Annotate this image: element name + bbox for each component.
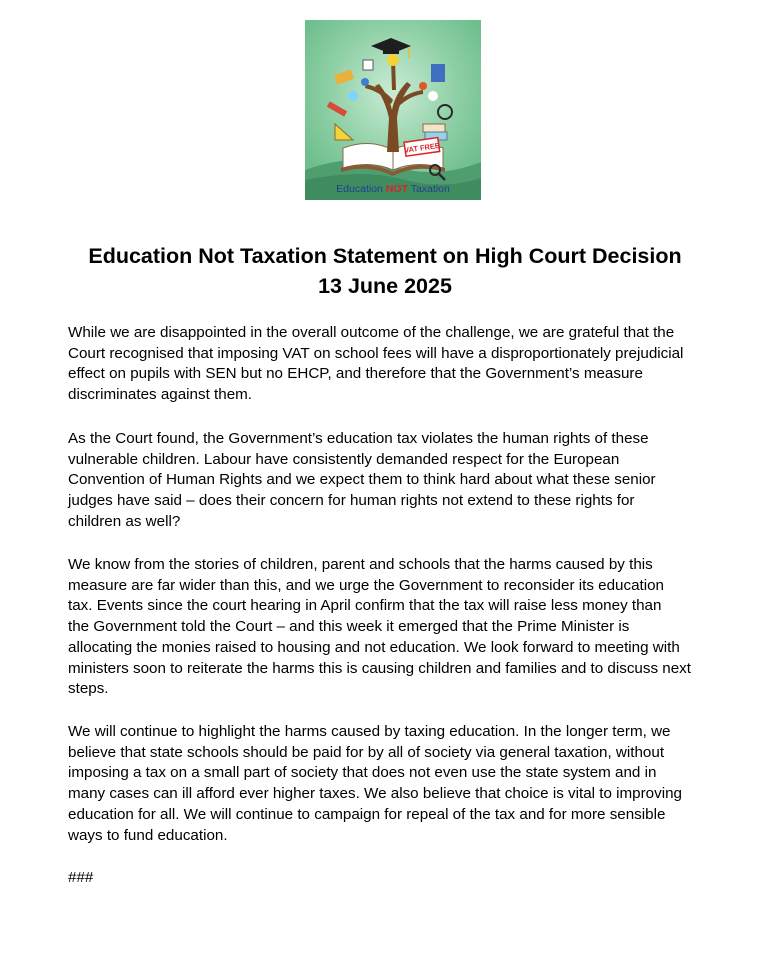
paragraph-line: measure are far wider than this, and we urge the Government to reconsider its education (68, 576, 665, 594)
paragraph-line: steps. (68, 680, 109, 698)
paragraph-line: effect on pupils with SEN but no EHCP, and therefore that the Government’s measure (68, 365, 643, 383)
paragraph-line: the Government told the Court – and this week it emerged that the Prime Minister is (68, 618, 630, 636)
logo-wordmark: Education NOT Taxation (336, 183, 450, 195)
paragraph-line: imposing a tax on a small part of society that does not even use the state system and in (68, 764, 657, 782)
paragraph-line: children as well? (68, 512, 181, 530)
paragraph-line: Court recognised that imposing VAT on school fees will have a disproportionately prejudicial (68, 344, 684, 362)
paragraph-line: believe that state schools should be paid for by all of society via general taxation, without (68, 743, 665, 761)
end-of-statement-mark: ### (68, 869, 94, 886)
paragraph-4 (68, 722, 728, 846)
paragraph-1 (68, 323, 728, 406)
paragraph-line: discriminates against them. (68, 386, 253, 404)
paragraph-line: We know from the stories of children, parent and schools that the harms caused by this (68, 556, 653, 573)
paragraph-line: many cases can ill afford ever higher taxes. We also believe that choice is vital to improving (68, 785, 682, 803)
paragraph-3 (68, 555, 728, 700)
paragraph-line: Convention of Human Rights and we expect them to think hard about what these senior (68, 471, 656, 489)
title-date: 13 June 2025 (318, 274, 452, 298)
education-not-taxation-logo (305, 20, 481, 200)
paragraph-line: While we are disappointed in the overall outcome of the challenge, we are grateful that the (68, 324, 675, 341)
title-line-1: Education Not Taxation Statement on High Court Decision (88, 244, 682, 268)
paragraph-2 (68, 429, 728, 533)
paragraph-line: We will continue to highlight the harms caused by taxing education. In the longer term, we (68, 723, 671, 740)
svg-text:VAT FREE: VAT FREE (403, 140, 441, 155)
paragraph-line: ways to fund education. (68, 826, 228, 844)
paragraph-line: ministers soon to reiterate the harms this is causing children and families and to discuss next (68, 659, 691, 677)
paragraph-line: allocating the monies raised to housing and not education. We look forward to meeting with (68, 638, 680, 656)
paragraph-line: vulnerable children. Labour have consistently demanded respect for the European (68, 450, 620, 468)
paragraph-line: tax. Events since the court hearing in April confirm that the tax will raise less money than (68, 597, 662, 615)
paragraph-line: judges have said – does their concern for human rights not extend to these rights for (68, 492, 635, 510)
statement-title (40, 241, 730, 301)
paragraph-line: As the Court found, the Government’s education tax violates the human rights of these (68, 430, 649, 447)
paragraph-line: education for all. We will continue to campaign for repeal of the tax and for more sensible (68, 805, 666, 823)
